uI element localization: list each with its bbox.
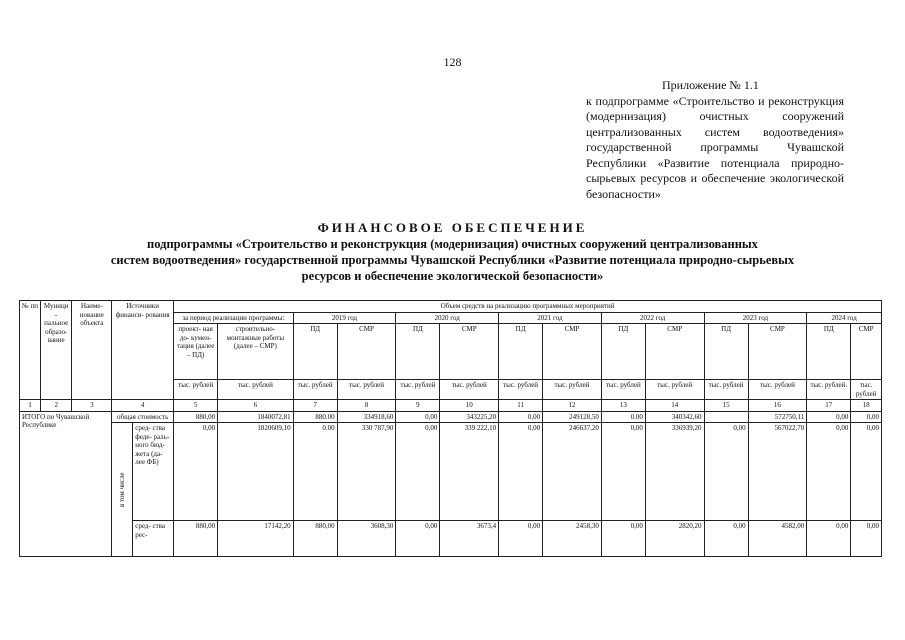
unit-cell: тыс. рублей bbox=[645, 380, 704, 400]
value-cell: 572750,11 bbox=[748, 411, 807, 423]
value-cell: 0.00 bbox=[293, 423, 337, 521]
header-municipality: Муници- пальное образо- вание bbox=[40, 301, 71, 400]
value-cell: 339 222,10 bbox=[440, 423, 499, 521]
value-cell: 880,00 bbox=[293, 521, 337, 557]
column-number: 9 bbox=[396, 400, 440, 412]
header-num: № пп bbox=[20, 301, 41, 400]
value-cell: 0,00 bbox=[396, 521, 440, 557]
document-title: ФИНАНСОВОЕ ОБЕСПЕЧЕНИЕ bbox=[317, 220, 588, 235]
header-pd: ПД bbox=[499, 324, 543, 380]
column-number: 15 bbox=[704, 400, 748, 412]
unit-cell: тыс. рублей. bbox=[807, 380, 851, 400]
column-number: 11 bbox=[499, 400, 543, 412]
document-subtitle bbox=[40, 236, 865, 284]
value-cell: 246637,20 bbox=[543, 423, 602, 521]
value-cell: 4582,00 bbox=[748, 521, 807, 557]
fb-source: сред- ства феде- раль- ного бюд- жета (да- лее ФБ) bbox=[133, 423, 174, 521]
subtitle-line-3: ресурсов и обеспечение экологической безопасности» bbox=[301, 269, 604, 283]
header-project-docs: проект- ная до- кумен- тация (далее – ПД) bbox=[174, 324, 218, 380]
header-smr: СМР bbox=[645, 324, 704, 380]
header-pd: ПД bbox=[704, 324, 748, 380]
unit-cell: тыс. рублей bbox=[337, 380, 396, 400]
column-number: 14 bbox=[645, 400, 704, 412]
value-cell: 249128,50 bbox=[543, 411, 602, 423]
value-cell: 880,00 bbox=[174, 521, 218, 557]
unit-cell: тыс. рублей bbox=[174, 380, 218, 400]
value-cell: 567022,70 bbox=[748, 423, 807, 521]
appendix-text: к подпрограмме «Строительство и реконструкция (модернизация) очистных сооружений централизованных систем водоотведения» государственной программы Чувашской Республики «Развитие потенциала природно-сырьевых ресурсов и обеспечение экологической безопасности» bbox=[586, 93, 844, 201]
value-cell bbox=[704, 411, 748, 423]
value-cell: 3673,4 bbox=[440, 521, 499, 557]
header-year-2023: 2023 год bbox=[704, 312, 807, 324]
value-cell: 2820,20 bbox=[645, 521, 704, 557]
value-cell: 334918,60 bbox=[337, 411, 396, 423]
subtitle-line-2: систем водоотведения» государственной программы Чувашской Республики «Развитие потенциала природно-сырьевых bbox=[110, 253, 795, 267]
value-cell: 0,00 bbox=[851, 521, 882, 557]
unit-cell: тыс. рублей bbox=[601, 380, 645, 400]
column-number: 4 bbox=[112, 400, 174, 412]
column-number: 6 bbox=[218, 400, 293, 412]
column-number: 12 bbox=[543, 400, 602, 412]
header-year-2020: 2020 год bbox=[396, 312, 499, 324]
value-cell: 0,00 bbox=[499, 411, 543, 423]
header-row-1 bbox=[20, 301, 882, 313]
rb-source: сред- ства рес- bbox=[133, 521, 174, 557]
total-label: ИТОГО по Чувашской Республике bbox=[20, 411, 112, 557]
column-number: 8 bbox=[337, 400, 396, 412]
column-number: 3 bbox=[72, 400, 112, 412]
value-cell: 0,00 bbox=[601, 521, 645, 557]
column-number: 2 bbox=[40, 400, 71, 412]
header-pd: ПД bbox=[807, 324, 851, 380]
including-label: в том числе bbox=[112, 423, 133, 557]
header-smr: СМР bbox=[851, 324, 882, 380]
header-smr: СМР bbox=[337, 324, 396, 380]
value-cell: 880.00 bbox=[293, 411, 337, 423]
unit-cell: тыс. рублей bbox=[293, 380, 337, 400]
value-cell: 0,00 bbox=[396, 411, 440, 423]
value-cell: 17142,20 bbox=[218, 521, 293, 557]
header-smr: СМР bbox=[440, 324, 499, 380]
column-number: 7 bbox=[293, 400, 337, 412]
value-cell: 343225,20 bbox=[440, 411, 499, 423]
value-cell: 0,00 bbox=[396, 423, 440, 521]
header-volume: Объем средств на реализацию программных мероприятий bbox=[174, 301, 882, 313]
unit-cell: тыс. рублей bbox=[499, 380, 543, 400]
unit-cell: тыс. рублей bbox=[748, 380, 807, 400]
column-number: 13 bbox=[601, 400, 645, 412]
value-cell: 0,00 bbox=[704, 521, 748, 557]
column-number: 17 bbox=[807, 400, 851, 412]
header-pd: ПД bbox=[293, 324, 337, 380]
value-cell: 0,00 bbox=[851, 411, 882, 423]
value-cell: 336939,20 bbox=[645, 423, 704, 521]
subtitle-line-1: подпрограммы «Строительство и реконструкция (модернизация) очистных сооружений централизованных bbox=[147, 237, 758, 251]
unit-cell: тыс. рублей bbox=[218, 380, 293, 400]
column-number: 10 bbox=[440, 400, 499, 412]
value-cell: 880,00 bbox=[174, 411, 218, 423]
header-period: за период реализации программы: bbox=[174, 312, 294, 324]
value-cell: 0,00 bbox=[704, 423, 748, 521]
value-cell: 1840072,81 bbox=[218, 411, 293, 423]
appendix-title: Приложение № 1.1 bbox=[662, 78, 759, 92]
value-cell: 0,00 bbox=[807, 423, 851, 521]
column-number: 1 bbox=[20, 400, 41, 412]
header-source: Источники финанси- рования bbox=[112, 301, 174, 400]
unit-cell: тыс. рублей bbox=[440, 380, 499, 400]
column-number: 5 bbox=[174, 400, 218, 412]
unit-cell: тыс. рублей bbox=[543, 380, 602, 400]
header-pd: ПД bbox=[601, 324, 645, 380]
header-smr: СМР bbox=[748, 324, 807, 380]
unit-cell: тыс. рублей bbox=[851, 380, 882, 400]
value-cell: 0,00 bbox=[851, 423, 882, 521]
column-number: 16 bbox=[748, 400, 807, 412]
federal-budget-row bbox=[20, 423, 882, 521]
unit-cell: тыс. рублей bbox=[704, 380, 748, 400]
value-cell: 0,00 bbox=[499, 423, 543, 521]
value-cell: 0,00 bbox=[807, 521, 851, 557]
republic-budget-row bbox=[20, 521, 882, 557]
value-cell: 2458,30 bbox=[543, 521, 602, 557]
header-pd: ПД bbox=[396, 324, 440, 380]
value-cell: 340342,60 bbox=[645, 411, 704, 423]
value-cell: 3608,30 bbox=[337, 521, 396, 557]
total-source: общая стоимость bbox=[112, 411, 174, 423]
page-number: 128 bbox=[443, 55, 462, 69]
column-number-row bbox=[20, 400, 882, 412]
column-number: 18 bbox=[851, 400, 882, 412]
value-cell: 0,00 bbox=[499, 521, 543, 557]
header-year-2024: 2024 год bbox=[807, 312, 882, 324]
value-cell: 0,00 bbox=[174, 423, 218, 521]
financing-table bbox=[19, 300, 882, 557]
value-cell: 1820609,10 bbox=[218, 423, 293, 521]
value-cell: 330 787,90 bbox=[337, 423, 396, 521]
header-year-2022: 2022 год bbox=[601, 312, 704, 324]
value-cell: 0.00 bbox=[601, 411, 645, 423]
unit-cell: тыс. рублей bbox=[396, 380, 440, 400]
header-year-2021: 2021 год bbox=[499, 312, 602, 324]
header-smr: СМР bbox=[543, 324, 602, 380]
header-year-2019: 2019 год bbox=[293, 312, 396, 324]
appendix-block bbox=[586, 78, 844, 202]
header-object: Наиме- нование объекта bbox=[72, 301, 112, 400]
value-cell: 0,00 bbox=[601, 423, 645, 521]
total-row bbox=[20, 411, 882, 423]
header-construction: строительно- монтажные работы (далее – СМР) bbox=[218, 324, 293, 380]
value-cell: 0,00 bbox=[807, 411, 851, 423]
